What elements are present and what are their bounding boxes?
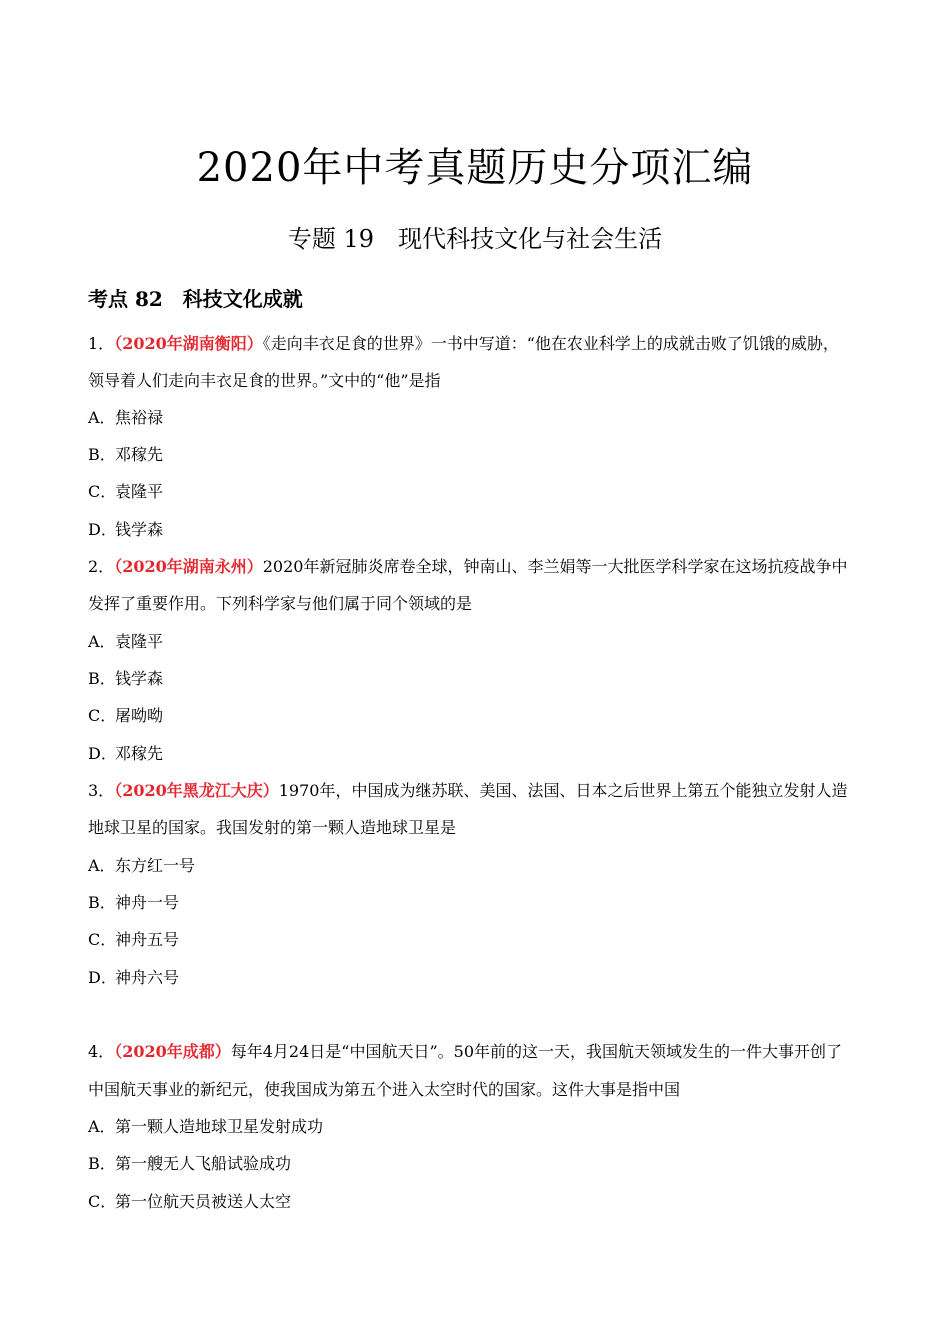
question-1-option-b — [88, 442, 878, 468]
question-3-option-d — [88, 965, 878, 991]
question-source: （2020年成都） — [114, 1042, 231, 1061]
option-text: 神舟六号 — [115, 968, 180, 987]
option-text: 第一艘无人飞船试验成功 — [115, 1154, 292, 1173]
question-text: 每年4月24日是“中国航天日”。50年前的这一天，我国航天领域发生的一件大事开创了 — [230, 1042, 842, 1061]
option-label: D． — [88, 520, 117, 539]
question-source: （2020年黑龙江大庆） — [114, 781, 279, 800]
question-text: 1970年，中国成为继苏联、美国、法国、日本之后世界上第五个能独立发射人造 — [278, 781, 848, 800]
page-title: 2020年中考真题历史分项汇编 — [196, 145, 754, 191]
option-label: C． — [88, 1192, 117, 1211]
question-1-stem-line-1 — [88, 331, 878, 357]
section-heading — [88, 284, 303, 314]
option-label: B． — [88, 445, 116, 464]
option-text: 钱学森 — [115, 669, 164, 688]
question-1-stem-line-2: 领导着人们走向丰衣足食的世界。”文中的“他”是指 — [88, 371, 441, 390]
option-text: 第一颗人造地球卫星发射成功 — [115, 1117, 324, 1136]
question-source: （2020年湖南永州） — [114, 557, 263, 576]
question-2-option-c — [88, 703, 878, 729]
subtitle — [0, 222, 950, 256]
question-source: （2020年湖南衡阳） — [114, 334, 263, 353]
option-label: C． — [88, 930, 117, 949]
option-label: A． — [88, 1117, 116, 1136]
question-1-option-a — [88, 405, 878, 431]
section-name: 科技文化成就 — [182, 287, 303, 311]
option-label: A． — [88, 856, 116, 875]
option-text: 袁隆平 — [115, 632, 164, 651]
option-label: D． — [88, 968, 117, 987]
option-text: 第一位航天员被送人太空 — [115, 1192, 292, 1211]
option-text: 邓稼先 — [115, 445, 164, 464]
option-label: B． — [88, 669, 116, 688]
option-label: B． — [88, 1154, 116, 1173]
question-3-option-c — [88, 927, 878, 953]
question-4-stem-line-2: 中国航天事业的新纪元，使我国成为第五个进入太空时代的国家。这件大事是指中国 — [88, 1080, 681, 1099]
option-label: C． — [88, 482, 117, 501]
subtitle-name: 现代科技文化与社会生活 — [398, 225, 663, 253]
option-text: 袁隆平 — [115, 482, 164, 501]
option-text: 焦裕禄 — [115, 408, 164, 427]
subtitle-topic: 专题 19 — [287, 225, 375, 253]
question-4-stem-line-1 — [88, 1039, 878, 1065]
option-label: B． — [88, 893, 116, 912]
option-text: 东方红一号 — [115, 856, 196, 875]
question-4-option-b — [88, 1151, 878, 1177]
question-3-option-a — [88, 853, 878, 879]
question-text: 《走向丰衣足食的世界》一书中写道：“他在农业科学上的成就击败了饥饿的威胁， — [262, 334, 839, 353]
question-1-option-d — [88, 517, 878, 543]
question-number: 2． — [88, 557, 115, 576]
question-1-option-c — [88, 479, 878, 505]
question-4-option-c — [88, 1189, 878, 1215]
option-label: D． — [88, 744, 117, 763]
option-text: 屠呦呦 — [115, 706, 164, 725]
option-text: 邓稼先 — [115, 744, 164, 763]
question-2-stem-line-2: 发挥了重要作用。下列科学家与他们属于同个领域的是 — [88, 594, 473, 613]
option-text: 神舟一号 — [115, 893, 180, 912]
option-label: A． — [88, 632, 116, 651]
question-4-option-a — [88, 1114, 878, 1140]
question-2-option-d — [88, 741, 878, 767]
section-code: 考点 82 — [88, 287, 163, 311]
question-3-stem-line-2: 地球卫星的国家。我国发射的第一颗人造地球卫星是 — [88, 818, 457, 837]
question-3-stem-line-1 — [88, 778, 878, 804]
question-number: 3． — [88, 781, 115, 800]
question-2-stem-line-1 — [88, 554, 878, 580]
question-2-option-a — [88, 629, 878, 655]
option-text: 神舟五号 — [115, 930, 180, 949]
question-number: 1． — [88, 334, 115, 353]
question-3-option-b — [88, 890, 878, 916]
question-number: 4． — [88, 1042, 115, 1061]
option-label: C． — [88, 706, 117, 725]
option-label: A． — [88, 408, 116, 427]
question-2-option-b — [88, 666, 878, 692]
option-text: 钱学森 — [115, 520, 164, 539]
question-text: 2020年新冠肺炎席卷全球，钟南山、李兰娟等一大批医学科学家在这场抗疫战争中 — [262, 557, 848, 576]
